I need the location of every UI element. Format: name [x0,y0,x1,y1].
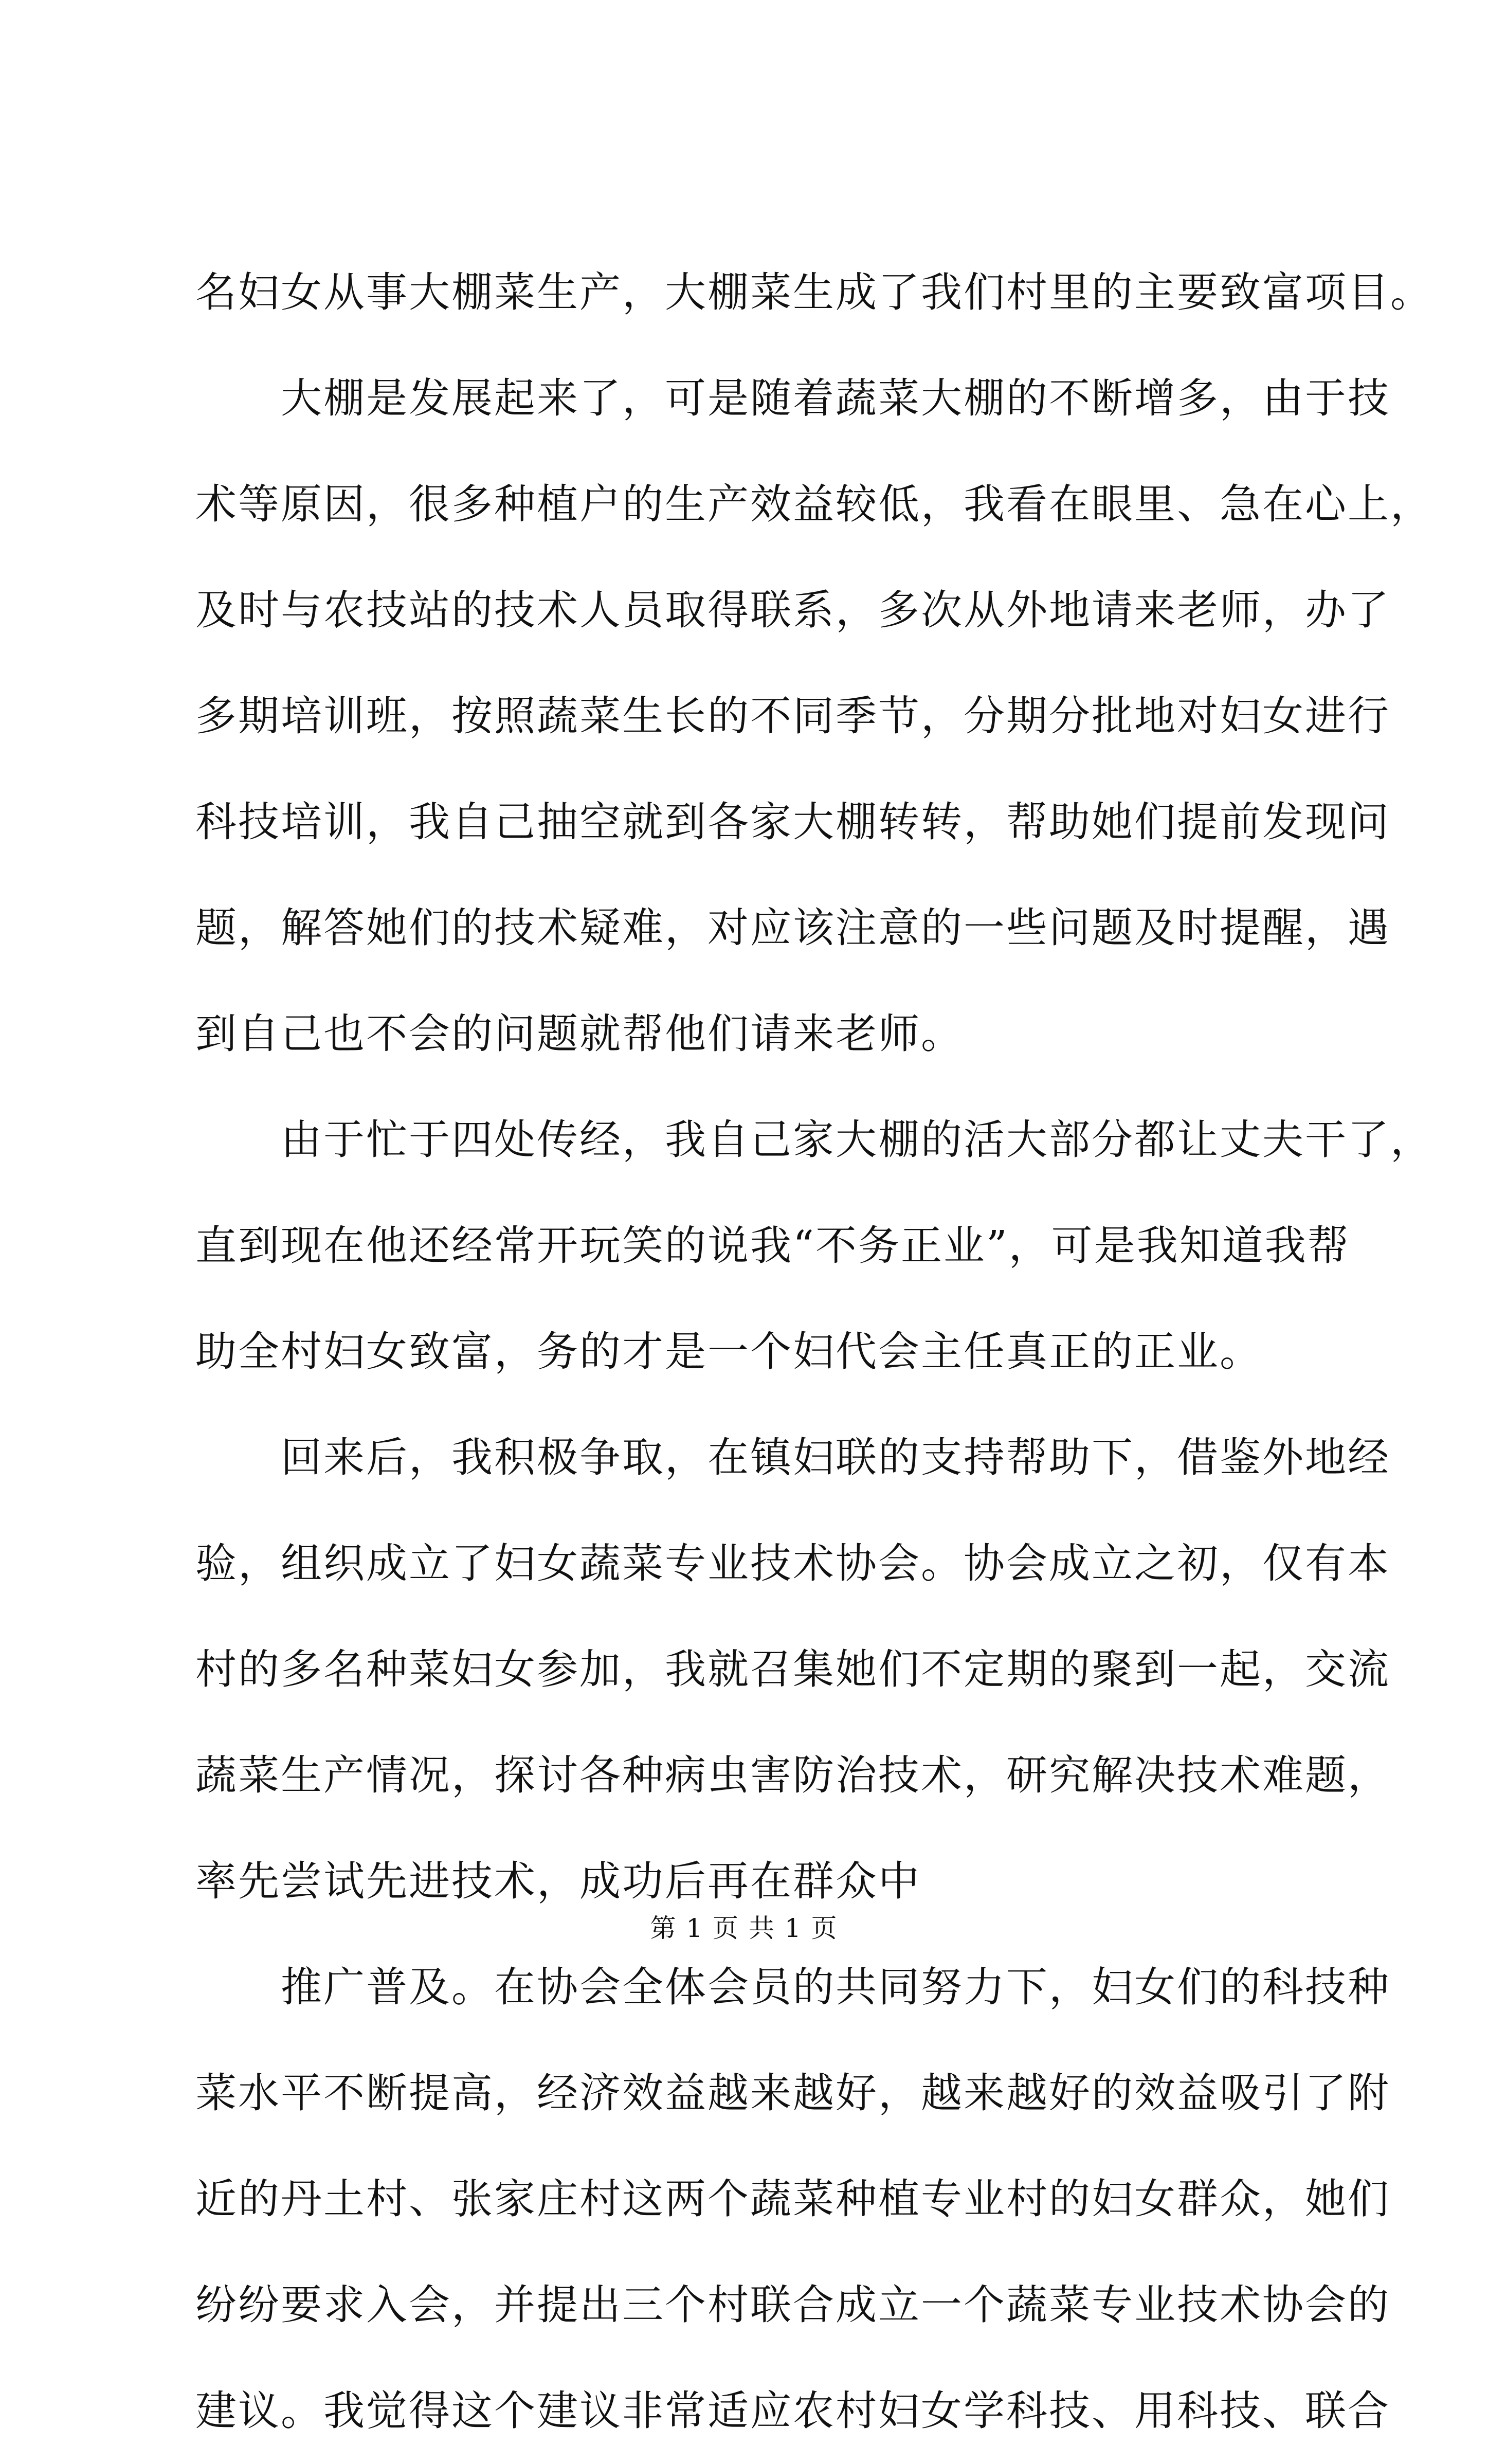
text-line: 村的多名种菜妇女参加，我就召集她们不定期的聚到一起，交流 [195,1645,1390,1693]
text-line: 名妇女从事大棚菜生产，大棚菜生成了我们村里的主要致富项目。 [195,268,1433,316]
text-line: 题，解答她们的技术疑难，对应该注意的一些问题及时提醒，遇 [195,904,1390,952]
text-line: 多期培训班，按照蔬菜生长的不同季节，分期分批地对妇女进行 [195,692,1390,740]
text-line: 大棚是发展起来了，可是随着蔬菜大棚的不断增多，由于技 [281,374,1390,422]
text-line: 助全村妇女致富，务的才是一个妇代会主任真正的正业。 [195,1328,1262,1375]
text-line: 纷纷要求入会，并提出三个村联合成立一个蔬菜专业技术协会的 [195,2281,1390,2329]
text-line: 由于忙于四处传经，我自己家大棚的活大部分都让丈夫干了， [281,1116,1433,1164]
text-line: 及时与农技站的技术人员取得联系，多次从外地请来老师，办了 [195,586,1390,634]
text-line: 科技培训，我自己抽空就到各家大棚转转，帮助她们提前发现问 [195,798,1390,846]
text-line: 率先尝试先进技术，成功后再在群众中 [195,1857,921,1905]
text-line: 术等原因，很多种植户的生产效益较低，我看在眼里、急在心上， [195,480,1433,528]
text-line: 菜水平不断提高，经济效益越来越好，越来越好的效益吸引了附 [195,2069,1390,2117]
text-line: 到自己也不会的问题就帮他们请来老师。 [195,1010,964,1058]
text-line: 回来后，我积极争取，在镇妇联的支持帮助下，借鉴外地经 [281,1434,1390,1481]
text-line: 蔬菜生产情况，探讨各种病虫害防治技术，研究解决技术难题， [195,1751,1390,1799]
document-body [195,240,1433,2464]
page-number-footer: 第 1 页 共 1 页 [650,1913,838,1943]
text-line: 直到现在他还经常开玩笑的说我“不务正业”，可是我知道我帮 [195,1222,1350,1270]
text-line: 近的丹土村、张家庄村这两个蔬菜种植专业村的妇女群众，她们 [195,2175,1390,2223]
text-line: 推广普及。在协会全体会员的共同努力下，妇女们的科技种 [281,1963,1390,2011]
text-line: 建议。我觉得这个建议非常适应农村妇女学科技、用科技、联合 [195,2387,1390,2435]
text-line: 验，组织成立了妇女蔬菜专业技术协会。协会成立之初，仅有本 [195,1539,1390,1587]
